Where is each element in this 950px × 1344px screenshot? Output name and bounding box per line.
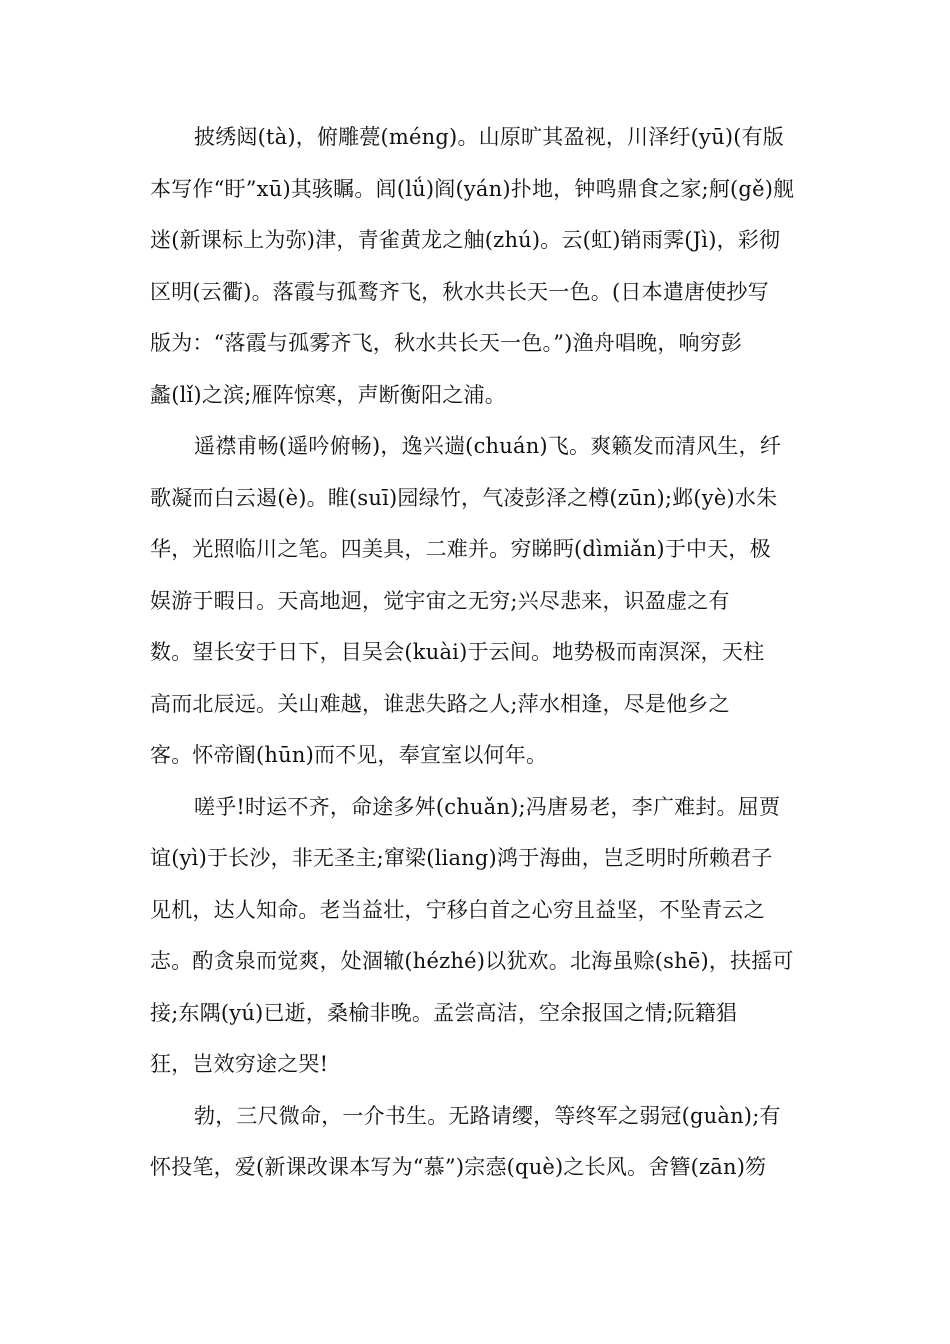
text-line: 嗟乎!时运不齐，命途多舛(chuǎn);冯唐易老，李广难封。屈贾 bbox=[194, 794, 781, 819]
text-line: 谊(yì)于长沙，非无圣主;窜梁(liang)鸿于海曲，岂乏明时所赖君子 bbox=[150, 846, 773, 870]
paragraph-3 bbox=[150, 782, 810, 1091]
text-line: 怀投笔，爱(新课改课本写为“慕”)宗悫(què)之长风。舍簪(zān)笏 bbox=[150, 1155, 767, 1179]
text-line: 勃，三尺微命，一介书生。无路请缨，等终军之弱冠(guàn);有 bbox=[194, 1103, 781, 1128]
text-line: 迷(新课标上为弥)津，青雀黄龙之舳(zhú)。云(虹)销雨霁(Jì)，彩彻 bbox=[150, 228, 781, 252]
paragraph-2 bbox=[150, 421, 810, 782]
text-line: 志。酌贪泉而觉爽，处涸辙(hézhé)以犹欢。北海虽赊(shē)，扶摇可 bbox=[150, 949, 794, 973]
text-line: 客。怀帝阍(hūn)而不见，奉宣室以何年。 bbox=[150, 743, 548, 767]
text-line: 接;东隅(yú)已逝，桑榆非晚。孟尝高洁，空余报国之情;阮籍猖 bbox=[150, 1000, 738, 1025]
text-line: 歌凝而白云遏(è)。睢(suī)园绿竹，气凌彭泽之樽(zūn);邺(yè)水朱 bbox=[150, 485, 778, 510]
text-line: 高而北辰远。关山难越，谁悲失路之人;萍水相逢，尽是他乡之 bbox=[150, 691, 730, 716]
text-line: 披绣闼(tà)，俯雕甍(méng)。山原旷其盈视，川泽纡(yū)(有版 bbox=[194, 125, 785, 149]
text-line: 狂，岂效穷途之哭! bbox=[150, 1052, 329, 1076]
paragraph-4 bbox=[150, 1091, 810, 1194]
text-line: 蠡(lǐ)之滨;雁阵惊寒，声断衡阳之浦。 bbox=[150, 382, 506, 407]
text-line: 娱游于暇日。天高地迥，觉宇宙之无穷;兴尽悲来，识盈虚之有 bbox=[150, 588, 730, 613]
text-line: 数。望长安于日下，目吴会(kuài)于云间。地势极而南溟深，天柱 bbox=[150, 640, 765, 664]
text-line: 区明(云衢)。落霞与孤鹜齐飞，秋水共长天一色。(日本遣唐使抄写 bbox=[150, 279, 769, 304]
paragraph-1 bbox=[150, 112, 810, 421]
text-line: 遥襟甫畅(遥吟俯畅)，逸兴遄(chuán)飞。爽籁发而清风生，纤 bbox=[194, 434, 782, 458]
document-body bbox=[150, 112, 810, 1194]
text-line: 华，光照临川之笔。四美具，二难并。穷睇眄(dìmiǎn)于中天，极 bbox=[150, 537, 771, 561]
text-line: 版为：“落霞与孤雾齐飞，秋水共长天一色。”)渔舟唱晚，响穷彭 bbox=[150, 331, 743, 355]
text-line: 见机，达人知命。老当益壮，宁移白首之心穷且益坚，不坠青云之 bbox=[150, 897, 765, 922]
text-line: 本写作“盱”xū)其骇瞩。闾(lǘ)阎(yán)扑地，钟鸣鼎食之家;舸(gě)舰 bbox=[150, 176, 795, 201]
